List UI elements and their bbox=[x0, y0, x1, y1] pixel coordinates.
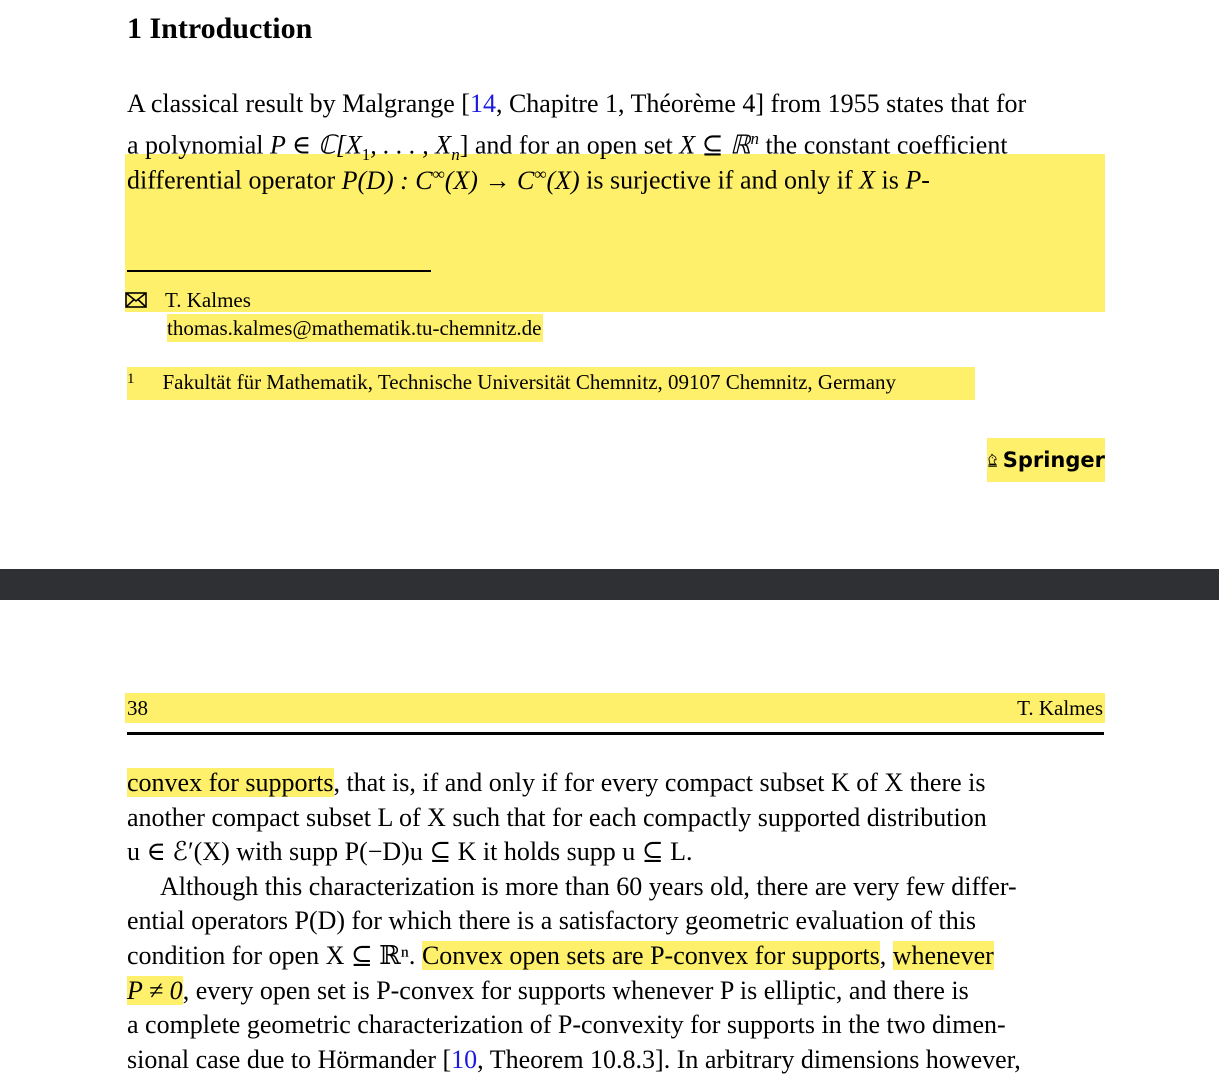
footnote-rule bbox=[127, 270, 431, 272]
body-paragraph bbox=[127, 766, 1104, 1077]
affiliation-number: 1 bbox=[127, 371, 135, 387]
page-divider bbox=[0, 569, 1219, 600]
highlight-span[interactable]: P ≠ 0 bbox=[127, 975, 183, 1005]
paragraph-line-justified: differential operator P(D) : C∞(X) → C∞(X) is surjective if and only if X is P- bbox=[127, 164, 930, 195]
springer-wordmark: Springer bbox=[1002, 448, 1105, 472]
paragraph-line: ential operators P(D) for which there is a satisfactory geometric evaluation of this bbox=[127, 906, 977, 936]
paragraph-line: a complete geometric characterization of P-convexity for supports in the two dimen- bbox=[127, 1010, 1006, 1040]
paragraph-line: P ≠ 0, every open set is P-convex for supports whenever P is elliptic, and there is bbox=[127, 975, 969, 1005]
affiliation-line bbox=[127, 367, 975, 400]
intro-paragraph bbox=[127, 86, 1104, 195]
author-line bbox=[125, 286, 251, 314]
paragraph-line: a polynomial P ∈ $ℂ[X_1$, . . . , $X_n$] and for an open set X ⊆ ℝ$^n$ the constant coefficient bbox=[127, 129, 1008, 164]
running-head-author: T. Kalmes bbox=[1017, 695, 1103, 720]
envelope-icon bbox=[125, 292, 147, 308]
page-two bbox=[0, 600, 1219, 1088]
header-rule bbox=[127, 732, 1104, 735]
paragraph-line: convex for supports, that is, if and only if for every compact subset K of X there is bbox=[127, 768, 986, 797]
author-name: T. Kalmes bbox=[165, 288, 251, 312]
paragraph-line: sional case due to Hörmander [10, Theorem 10.8.3]. In arbitrary dimensions however, bbox=[127, 1044, 1021, 1074]
paragraph-line: another compact subset L of X such that for each compactly supported distribution bbox=[127, 802, 987, 832]
affiliation-text: Fakultät für Mathematik, Technische Universität Chemnitz, 09107 Chemnitz, Germany bbox=[162, 370, 897, 394]
highlight-span[interactable]: convex for supports bbox=[127, 768, 334, 797]
page-number: 38 bbox=[127, 695, 148, 720]
citation-link[interactable]: 14 bbox=[469, 89, 496, 118]
author-email[interactable]: thomas.kalmes@mathematik.tu-chemnitz.de bbox=[167, 316, 542, 340]
running-header[interactable] bbox=[125, 693, 1105, 723]
highlight-span[interactable]: whenever bbox=[892, 940, 994, 970]
springer-knight-icon bbox=[987, 445, 999, 475]
section-title: 1 Introduction bbox=[127, 12, 313, 45]
springer-logo bbox=[987, 438, 1105, 482]
citation-link[interactable]: 10 bbox=[451, 1044, 478, 1074]
paragraph-line: Although this characterization is more than 60 years old, there are very few differ- bbox=[160, 871, 1017, 901]
paragraph-line: u ∈ ℰ′(X) with supp P(−D)u ⊆ K it holds supp u ⊆ L. bbox=[127, 837, 693, 867]
paragraph-line: A classical result by Malgrange [14, Chapitre 1, Théorème 4] from 1955 states that for bbox=[127, 89, 1027, 118]
paragraph-line: condition for open X ⊆ ℝⁿ. Convex open sets are P-convex for supports, whenever bbox=[127, 940, 994, 970]
highlight-span[interactable]: Convex open sets are P-convex for supports bbox=[421, 940, 880, 970]
